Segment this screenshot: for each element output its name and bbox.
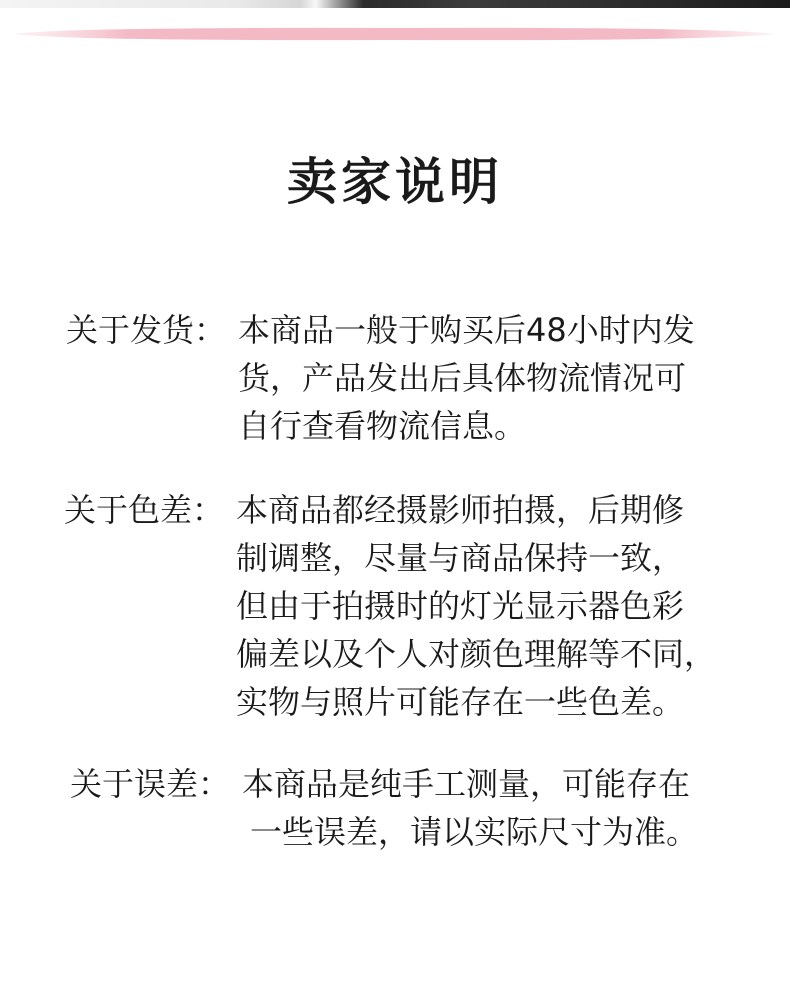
measurement-error-label: 关于误差：: [70, 765, 231, 803]
color-difference-section: [0, 486, 790, 726]
measurement-error-section: [0, 760, 790, 860]
color-difference-line-3: 但由于拍摄时的灯光显示器色彩: [236, 587, 685, 625]
top-photo-edge: [0, 0, 790, 8]
shipping-line-2: 货，产品发出后具体物流情况可: [238, 359, 687, 397]
page-title: 卖家说明: [287, 153, 503, 211]
shipping-line-3: 自行查看物流信息。: [238, 407, 527, 445]
shipping-label: 关于发货：: [66, 311, 227, 349]
color-difference-line-4: 偏差以及个人对颜色理解等不同，: [236, 635, 717, 673]
measurement-error-line-1: 本商品是纯手工测量，可能存在: [242, 765, 691, 803]
color-difference-line-1: 本商品都经摄影师拍摄，后期修: [236, 491, 685, 529]
color-difference-line-5: 实物与照片可能存在一些色差。: [236, 683, 685, 721]
pink-divider-band: [14, 26, 776, 42]
shipping-line-1: 本商品一般于购买后48小时内发: [238, 311, 695, 349]
shipping-section: [0, 306, 790, 456]
color-difference-line-2: 制调整，尽量与商品保持一致，: [236, 539, 685, 577]
color-difference-label: 关于色差：: [64, 491, 225, 529]
measurement-error-line-2: 一些误差，请以实际尺寸为准。: [250, 813, 699, 851]
